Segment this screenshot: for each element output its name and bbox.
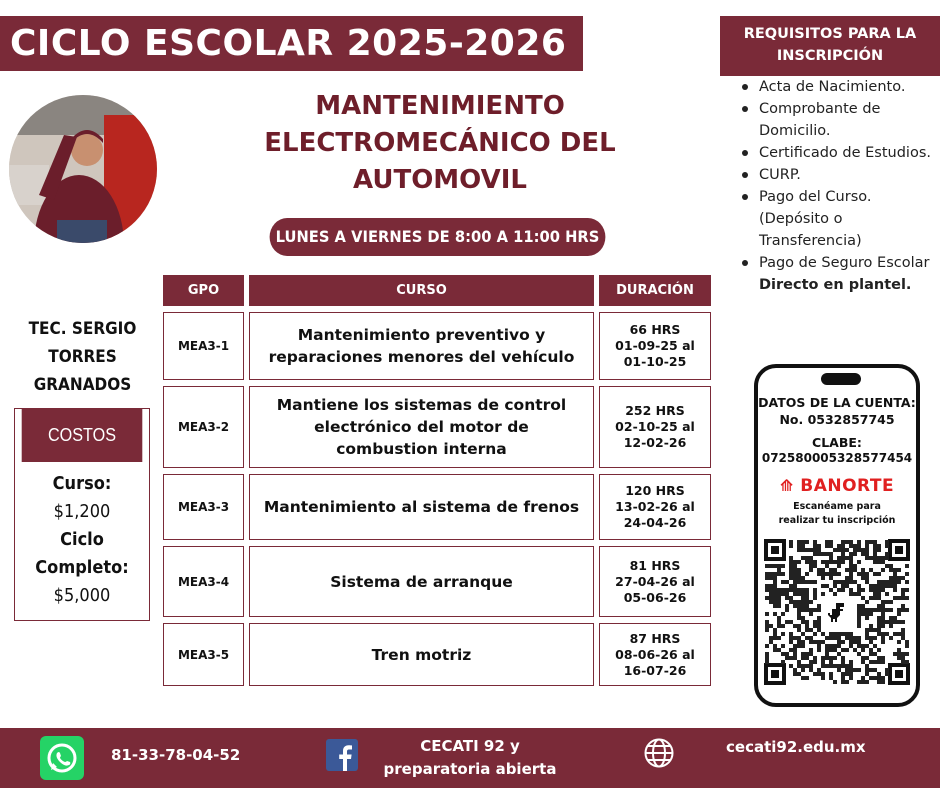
table-header-gpo: GPO [163,275,244,306]
table-cell-curso: Mantenimiento al sistema de frenos [249,474,594,540]
requirement-item: Comprobante de Domicilio. [739,98,939,142]
cycle-cost-value: $5,000 [53,585,111,606]
course-cost-label: Curso: [52,473,112,494]
account-title: DATOS DE LA CUENTA: [758,395,916,410]
facebook-line-2: preparatoria abierta [383,760,557,778]
duration-to: 24-04-26 [623,515,687,530]
table-cell-gpo: MEA3-5 [163,623,244,686]
table-cell-duracion [599,312,711,380]
phone-number[interactable]: 81-33-78-04-52 [111,746,241,764]
duration-to: 16-07-26 [623,662,687,678]
duration-from: 02-10-25 al [615,419,695,434]
scan-instructions [758,500,916,528]
course-title-line-2: ELECTROMECÁNICO DEL [264,128,616,158]
banorte-icon: ⟰ [779,476,794,495]
table-cell-curso: Mantiene los sistemas de control electrónico del motor de combustion interna [249,386,594,468]
whatsapp-icon[interactable] [40,736,84,780]
course-title-line-1: MANTENIMIENTO [315,91,565,121]
costs-header: COSTOS [22,409,143,462]
requirements-header-line-1: REQUISITOS PARA LA [743,26,917,42]
table-cell-gpo: MEA3-1 [163,312,244,380]
requirement-item: Acta de Nacimiento. [739,76,939,98]
duration-from: 13-02-26 al [615,499,695,514]
table-cell-duracion [599,623,711,686]
duration-to: 12-02-26 [623,435,687,450]
duration-hours: 87 HRS [629,630,681,646]
course-title [250,88,630,199]
teacher-name-line-1: TEC. SERGIO [28,319,137,339]
duration-hours: 120 HRS [625,483,685,498]
duration-hours: 81 HRS [629,557,681,573]
requirement-item-text: Pago de Seguro Escolar [759,255,930,271]
scan-line-1: Escanéame para [793,501,881,512]
requirement-item: Certificado de Estudios. [739,142,939,164]
duration-to: 01-10-25 [623,354,687,369]
table-cell-duracion [599,474,711,540]
table-cell-gpo: MEA3-2 [163,386,244,468]
duration-to: 05-06-26 [623,589,687,605]
facebook-line-1: CECATI 92 y [420,737,520,755]
table-header-curso: CURSO [249,275,594,306]
table-cell-curso: Tren motriz [249,623,594,686]
teacher-name [22,315,144,399]
table-cell-duracion [599,386,711,468]
duration-hours: 66 HRS [629,322,681,337]
course-title-line-3: AUTOMOVIL [353,165,527,195]
duration-from: 08-06-26 al [615,646,695,662]
table-cell-gpo: MEA3-3 [163,474,244,540]
table-cell-curso: Sistema de arranque [249,546,594,617]
account-number: No. 0532857745 [779,412,895,427]
duration-from: 01-09-25 al [615,338,695,353]
requirement-item-bold: Directo en plantel. [759,277,912,293]
table-header-duracion: DURACIÓN [599,275,711,306]
duration-from: 27-04-26 al [615,573,695,589]
requirements-list [739,76,939,296]
requirement-item [739,252,939,296]
website-link[interactable]: cecati92.edu.mx [726,738,866,756]
qr-code[interactable] [764,539,910,685]
mechanic-photo [9,95,157,243]
requirements-header [720,16,940,76]
table-cell-gpo: MEA3-4 [163,546,244,617]
scan-line-2: realizar tu inscripción [778,515,896,526]
cycle-cost-label-2: Completo: [35,557,129,578]
globe-icon [643,737,675,769]
requirement-item: Pago del Curso. (Depósito o Transferencia) [739,186,939,252]
requirements-header-line-2: INSCRIPCIÓN [776,48,884,64]
banorte-name: BANORTE [800,476,895,496]
teacher-name-line-3: GRANADOS [33,375,132,395]
facebook-page[interactable] [380,735,560,781]
requirement-item: CURP. [739,164,939,186]
table-cell-duracion [599,546,711,617]
cycle-cost-label-1: Ciclo [60,529,104,550]
costs-box [14,408,150,621]
clabe-number: 072580005328577454 [761,451,913,465]
banorte-logo [758,476,916,496]
footer [0,728,940,788]
phone-mockup [754,364,920,707]
schedule-badge: LUNES A VIERNES DE 8:00 A 11:00 HRS [270,218,606,256]
duration-hours: 252 HRS [625,403,685,418]
phone-notch [821,373,861,385]
page-title: CICLO ESCOLAR 2025-2026 [0,16,583,71]
dinosaur-icon [822,597,852,627]
facebook-icon[interactable] [326,739,358,771]
clabe-label: CLABE: [812,435,862,450]
teacher-name-line-2: TORRES [48,347,117,367]
table-cell-curso: Mantenimiento preventivo y reparaciones menores del vehículo [249,312,594,380]
course-cost-value: $1,200 [53,501,111,522]
